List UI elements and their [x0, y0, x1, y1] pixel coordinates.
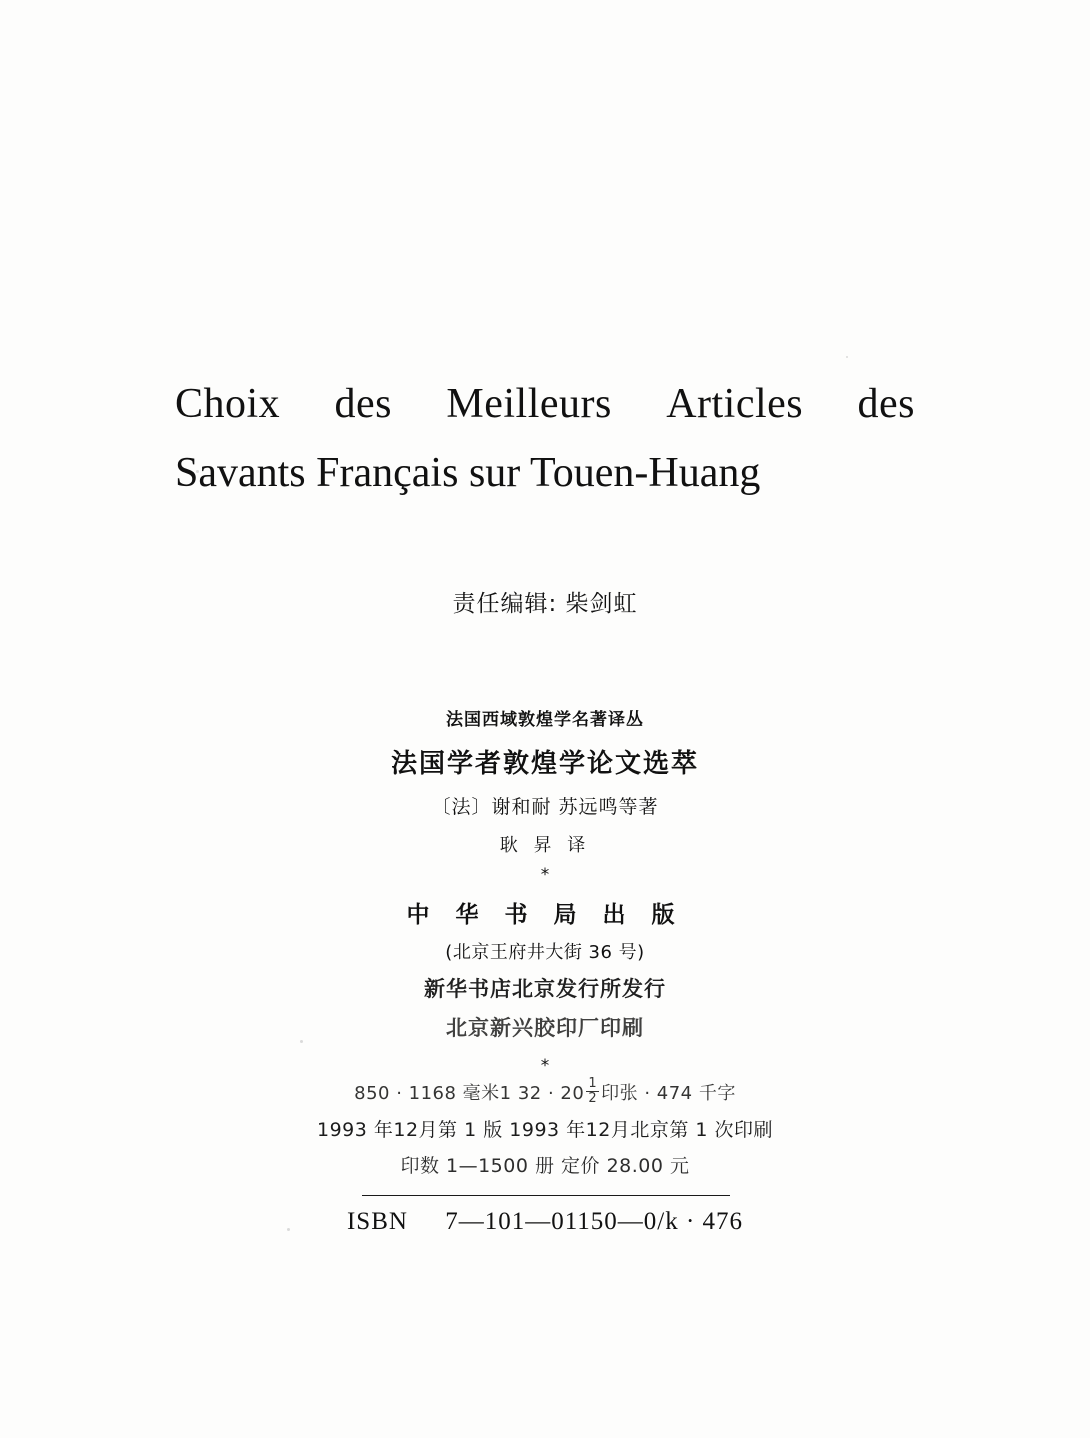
isbn-block [0, 1208, 1090, 1236]
publisher-address: (北京王府井大街 36 号) [445, 942, 645, 963]
scan-speck [846, 356, 848, 358]
publisher: 中 华 书 局 出 版 [406, 902, 684, 928]
french-title-word: des [857, 381, 915, 427]
fraction-denominator: 2 [588, 1090, 598, 1106]
book-title: 法国学者敦煌学论文选萃 [390, 749, 699, 779]
star-separator: * [540, 865, 550, 885]
responsible-editor: 责任编辑: 柴剑虹 [452, 591, 638, 617]
french-title-word: des [334, 381, 393, 427]
french-title-word: Choix [175, 381, 281, 427]
distributor: 新华书店北京发行所发行 [424, 977, 666, 1001]
series-name: 法国西域敦煌学名著译丛 [446, 710, 644, 730]
translator: 耿 昇 译 [499, 835, 591, 856]
french-title-line-1 [175, 378, 915, 431]
french-title-word: Articles [666, 381, 804, 427]
isbn-code: 7—101—01150—0/k · 476 [445, 1208, 744, 1235]
colophon-block [0, 705, 1090, 1042]
isbn-label: ISBN [346, 1208, 408, 1235]
divider-rule [362, 1195, 730, 1196]
spec-line-print-run: 印数 1—1500 册 定价 28.00 元 [400, 1155, 690, 1178]
spec-line-format [0, 1078, 1090, 1106]
french-title-block [175, 378, 915, 499]
spec-suffix: 印张 · 474 千字 [601, 1083, 736, 1105]
spec-prefix: 850 · 1168 毫米1 32 · 20 [354, 1083, 585, 1105]
fraction-numerator: 1 [588, 1076, 598, 1091]
fraction [586, 1077, 599, 1105]
french-title-word: Meilleurs [446, 381, 612, 427]
printer: 北京新兴胶印厂印刷 [446, 1016, 644, 1040]
authors: 〔法〕谢和耐 苏远鸣等著 [431, 796, 659, 818]
french-title-line-2: Savants Français sur Touen-Huang [175, 449, 761, 496]
spec-line-edition: 1993 年12月第 1 版 1993 年12月北京第 1 次印刷 [316, 1119, 773, 1142]
printing-specs [0, 1078, 1090, 1187]
star-separator-2: * [540, 1056, 550, 1076]
